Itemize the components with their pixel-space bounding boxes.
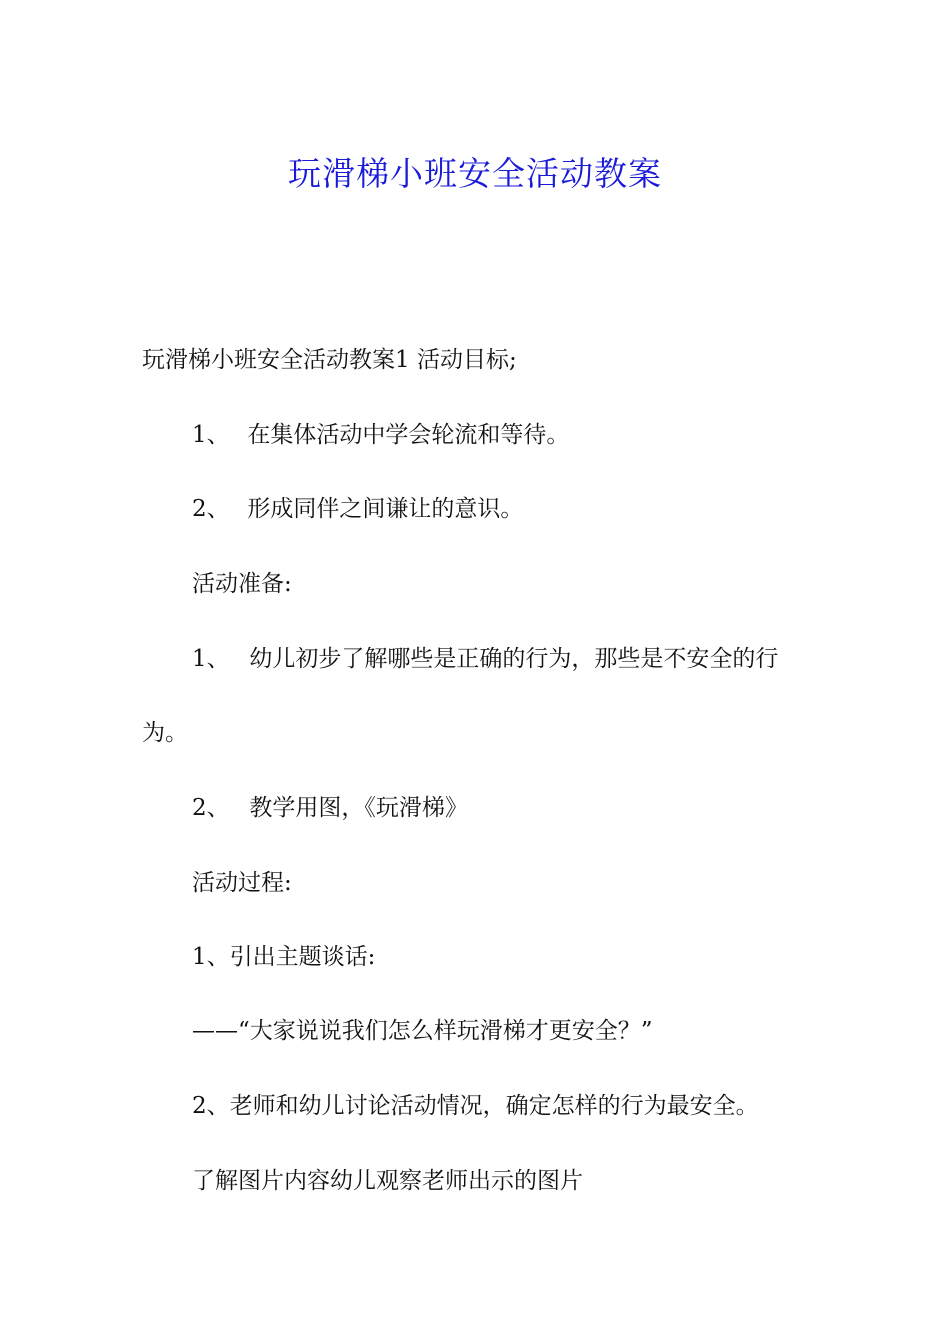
goal-item-2-number: 2、 [192, 496, 230, 522]
prep-item-2-number: 2、 [192, 795, 230, 821]
prep-item-1-number: 1、 [192, 646, 230, 672]
goal-item-2 [192, 491, 523, 527]
observe-line: 了解图片内容幼儿观察老师出示的图片 [192, 1168, 583, 1194]
goal-item-1 [192, 417, 569, 453]
prep-item-1 [192, 641, 778, 677]
prep-item-1-continuation: 为。 [142, 720, 188, 746]
prep-item-1-text: 幼儿初步了解哪些是正确的行为，那些是不安全的行 [249, 646, 779, 672]
prep-item-2-text: 教学用图，《玩滑梯》 [249, 795, 468, 821]
goal-item-1-text: 在集体活动中学会轮流和等待。 [247, 422, 570, 448]
goal-item-1-number: 1、 [192, 422, 230, 448]
prep-item-2 [192, 790, 468, 826]
intro-line: 玩滑梯小班安全活动教案1 活动目标; [142, 347, 517, 373]
process-step-1: 1、引出主题谈话: [192, 944, 376, 970]
discussion-quote: ——“大家说说我们怎么样玩滑梯才更安全？” [192, 1018, 653, 1044]
process-heading: 活动过程: [192, 870, 292, 896]
prep-heading: 活动准备: [192, 571, 292, 597]
goal-item-2-text: 形成同伴之间谦让的意识。 [247, 496, 524, 522]
document-title: 玩滑梯小班安全活动教案 [288, 154, 662, 194]
process-step-2: 2、老师和幼儿讨论活动情况，确定怎样的行为最安全。 [192, 1093, 759, 1119]
